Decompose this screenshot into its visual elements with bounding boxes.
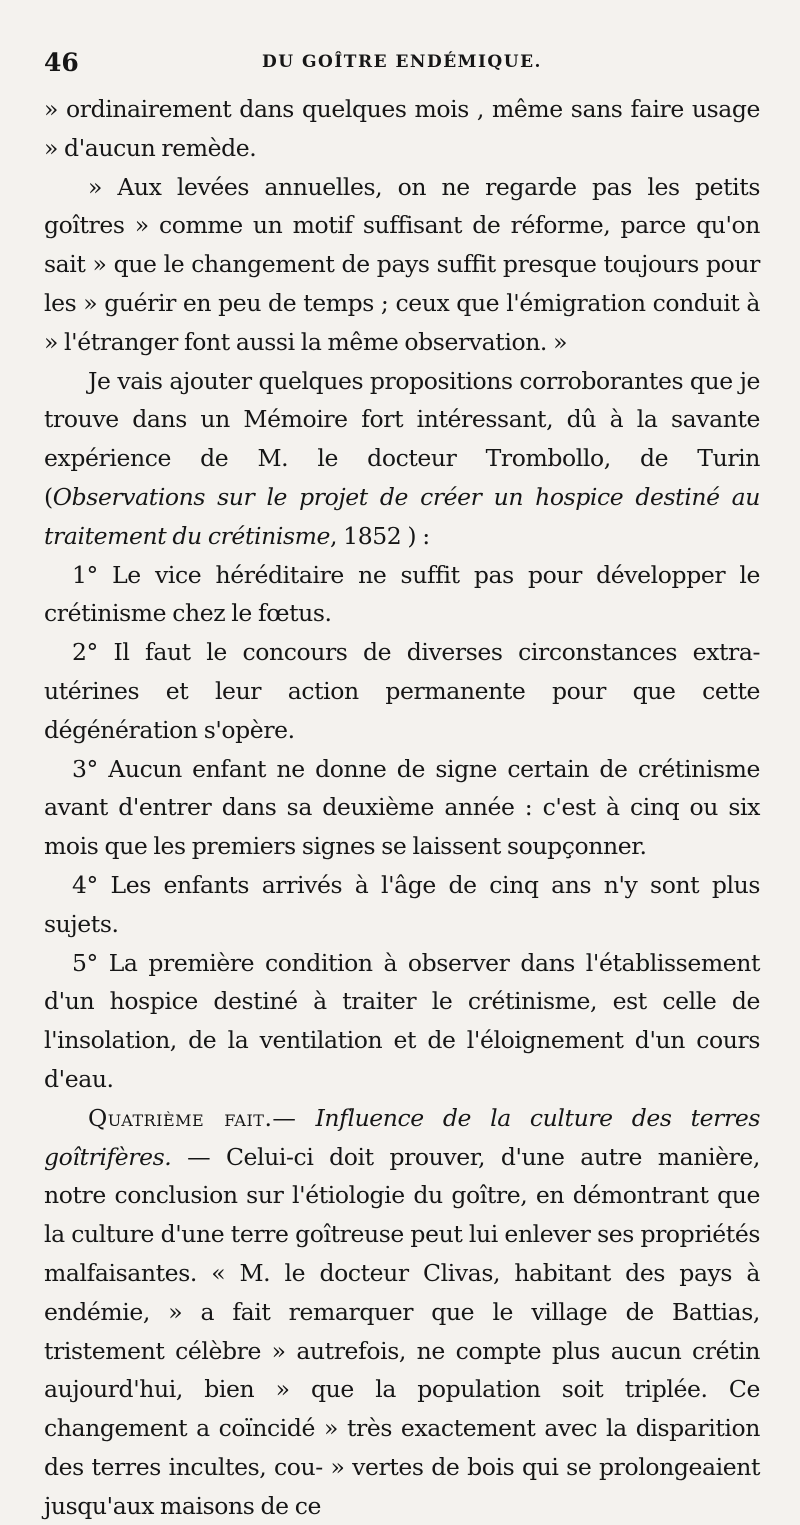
memoire-date: , 1852 ) : [330, 521, 430, 550]
page-header [44, 44, 760, 90]
section-heading: Quatrième fait.— [88, 1103, 297, 1132]
proposition-1: 1° Le vice héréditaire ne suffit pas pour développer le crétinisme chez le fœtus. [44, 560, 760, 628]
proposition-3: 3° Aucun enfant ne donne de signe certain de crétinisme avant d'entrer dans sa deuxième année : c'est à cinq ou six mois que les premiers signes se laissent soupçonner. [44, 754, 760, 861]
running-head: DU GOÎTRE ENDÉMIQUE. [262, 52, 542, 72]
body-text [44, 90, 760, 1525]
paragraph-quatrieme-fait [44, 1099, 760, 1525]
paragraph-memoire [44, 362, 760, 556]
paragraph-memoire-text: Je vais ajouter quelques propositions corroborantes que je trouve dans un Mémoire fort intéressant, dû à la savante expérience de M. le docteur Trombollo, de Turin ( [44, 366, 760, 511]
section-body: — Celui-ci doit prouver, d'une autre manière, notre conclusion sur l'étiologie du goître, en démontrant que la culture d'une terre goîtreuse peut lui enlever ses propriétés malfaisantes. « M. le docteur Clivas, habitant des pays à endémie, » a fait remarquer que le village de Battias, tristement célèbre » autrefois, ne compte plus aucun crétin aujourd'hui, bien » que la population soit triplée. Ce changement a coïncidé » très exactement avec la disparition des terres incultes, cou- » vertes de bois qui se prolongeaient jusqu'aux maisons de ce [44, 1142, 760, 1520]
proposition-2: 2° Il faut le concours de diverses circonstances extra-utérines et leur action permanente pour que cette dégénération s'opère. [44, 638, 760, 744]
proposition-4: 4° Les enfants arrivés à l'âge de cinq ans n'y sont plus sujets. [44, 870, 760, 938]
page-number: 46 [44, 48, 79, 77]
memoire-title: Observations sur le projet de créer un hospice destiné au traitement du crétinisme [44, 482, 760, 550]
section-title: Influence de la culture des terres goîtrifères. [44, 1103, 761, 1171]
proposition-5: 5° La première condition à observer dans l'établissement d'un hospice destiné à traiter le crétinisme, est celle de l'insolation, de la ventilation et de l'éloignement d'un cours d'eau. [44, 948, 760, 1093]
paragraph-quote-levees: » Aux levées annuelles, on ne regarde pas les petits goîtres » comme un motif suffisant de réforme, parce qu'on sait » que le changement de pays suffit presque toujours pour les » guérir en peu de temps ; ceux que l'émigration conduit à » l'étranger font aussi la même observation. » [44, 172, 760, 356]
paragraph-quote-continuation: » ordinairement dans quelques mois , même sans faire usage » d'aucun remède. [44, 95, 760, 162]
